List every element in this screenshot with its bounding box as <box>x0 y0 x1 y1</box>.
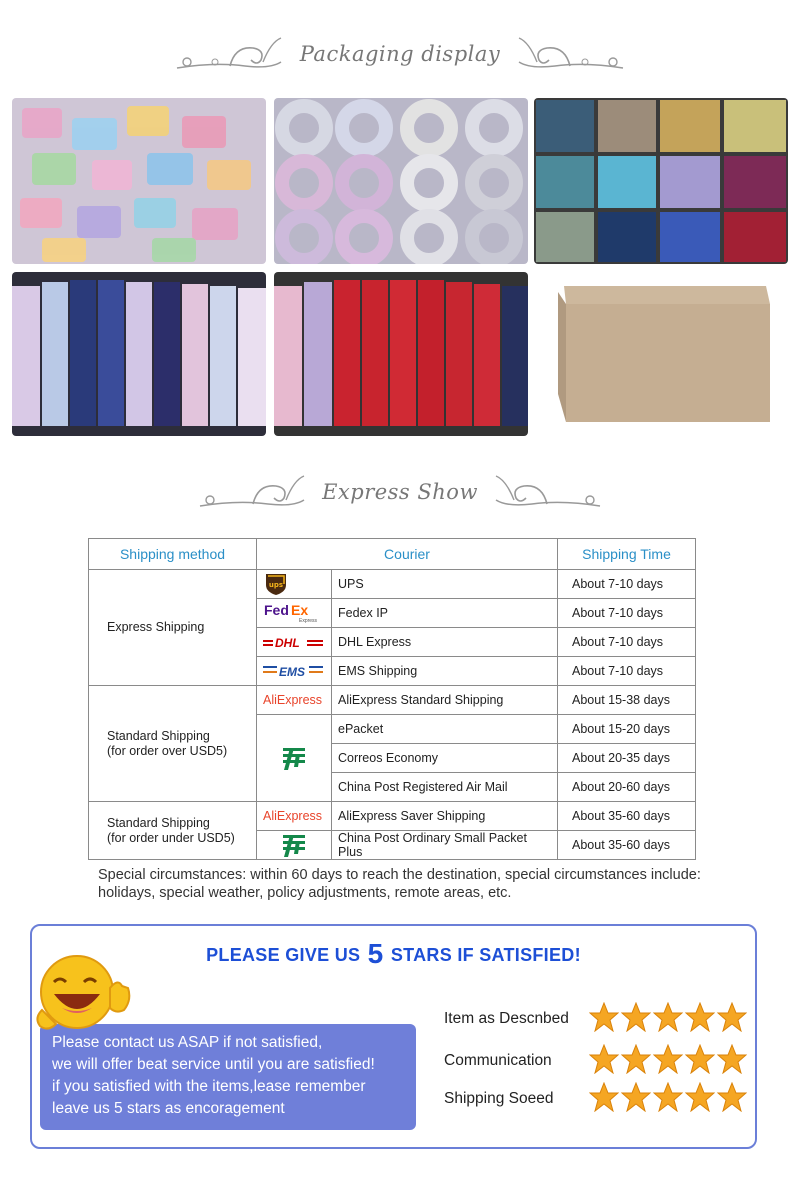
svg-text:DHL: DHL <box>275 636 300 650</box>
method-label: Standard Shipping <box>107 815 210 830</box>
courier-cell <box>332 715 558 744</box>
svg-text:ups: ups <box>268 581 284 589</box>
star-rating[interactable] <box>589 1002 749 1037</box>
shipping-table <box>88 538 696 860</box>
photo-colored-webbing-rolls <box>534 98 788 264</box>
logo-cell <box>257 657 332 686</box>
dhl-logo-icon <box>263 634 325 650</box>
table-row <box>89 802 696 831</box>
star-icon[interactable] <box>717 1044 747 1074</box>
star-icon[interactable] <box>589 1044 619 1074</box>
star-icon[interactable] <box>621 1044 651 1074</box>
time-cell: About 35-60 days <box>558 831 696 860</box>
courier-name: Correos Economy <box>338 751 439 765</box>
table-row <box>89 570 696 599</box>
aliexpress-logo-icon: AliExpress <box>263 809 323 823</box>
header-shipping-time: Shipping Time <box>558 539 696 570</box>
ems-logo-icon <box>263 662 325 680</box>
method-label: Express Shipping <box>107 620 205 634</box>
courier-name: ePacket <box>338 722 384 736</box>
contact-line: Please contact us ASAP if not satisfied, <box>52 1034 323 1051</box>
method-note: (for order under USD5) <box>107 830 235 845</box>
china-post-logo-icon <box>280 832 308 858</box>
courier-name: EMS Shipping <box>338 664 418 678</box>
star-icon[interactable] <box>653 1002 683 1032</box>
rating-row-shipping-speed <box>444 1082 754 1116</box>
star-icon[interactable] <box>621 1082 651 1112</box>
courier-cell <box>332 570 558 599</box>
fedex-logo-icon <box>263 601 323 625</box>
courier-cell <box>332 831 558 860</box>
photo-cardboard-box <box>556 284 776 424</box>
photo-christmas-ribbon-spools <box>274 272 528 436</box>
courier-cell <box>332 802 558 831</box>
logo-cell <box>257 686 332 715</box>
rating-row-communication <box>444 1044 754 1078</box>
courier-name: UPS <box>338 577 364 591</box>
courier-name: China Post Registered Air Mail <box>338 780 508 794</box>
logo-cell <box>257 599 332 628</box>
time-cell: About 7-10 days <box>558 628 696 657</box>
star-icon[interactable] <box>653 1044 683 1074</box>
china-post-logo-icon <box>280 745 308 771</box>
time-cell: About 15-20 days <box>558 715 696 744</box>
star-icon[interactable] <box>621 1002 651 1032</box>
contact-message-box <box>40 1024 416 1130</box>
time-cell: About 20-35 days <box>558 744 696 773</box>
star-icon[interactable] <box>653 1082 683 1112</box>
time-cell: About 7-10 days <box>558 599 696 628</box>
special-circumstances-note: Special circumstances: within 60 days to reach the destination, special circumstances include: holidays, special weather, policy adjustments, remote areas, etc. <box>98 867 701 901</box>
time-cell: About 35-60 days <box>558 802 696 831</box>
ups-logo-icon <box>263 572 289 596</box>
star-icon[interactable] <box>589 1002 619 1032</box>
express-title: Express Show <box>322 480 478 504</box>
method-note: (for order over USD5) <box>107 743 228 758</box>
method-standard-under <box>89 802 257 860</box>
courier-name: DHL Express <box>338 635 412 649</box>
contact-line: we will offer beat service until you are satisfied! <box>52 1056 375 1073</box>
star-icon[interactable] <box>717 1002 747 1032</box>
star-icon[interactable] <box>685 1002 715 1032</box>
laughing-thumbs-up-emoji-icon <box>32 948 132 1034</box>
logo-cell <box>257 570 332 599</box>
heading-number: 5 <box>367 938 384 969</box>
packaging-title: Packaging display <box>299 42 501 66</box>
rating-label: Item as Descnbed <box>444 1010 569 1027</box>
rating-row-item-as-described <box>444 1002 754 1036</box>
courier-cell <box>332 744 558 773</box>
svg-text:Ex: Ex <box>291 602 309 618</box>
express-title-bar <box>0 470 800 514</box>
time-cell: About 15-38 days <box>558 686 696 715</box>
logo-cell <box>257 802 332 831</box>
logo-cell <box>257 831 332 860</box>
left-flourish-icon <box>175 32 285 76</box>
left-flourish-icon <box>198 470 308 514</box>
courier-cell <box>332 599 558 628</box>
courier-name: AliExpress Standard Shipping <box>338 693 504 707</box>
table-row <box>89 686 696 715</box>
photo-galaxy-ribbon-spools <box>12 272 266 436</box>
courier-name: AliExpress Saver Shipping <box>338 809 486 823</box>
time-cell: About 7-10 days <box>558 657 696 686</box>
rating-heading <box>32 938 755 970</box>
contact-line: if you satisfied with the items,lease remember <box>52 1078 366 1095</box>
star-rating[interactable] <box>589 1044 749 1079</box>
rating-label: Shipping Soeed <box>444 1090 554 1107</box>
star-icon[interactable] <box>685 1082 715 1112</box>
svg-text:Fed: Fed <box>264 602 289 618</box>
heading-pre: PLEASE GIVE US <box>206 945 361 965</box>
star-icon[interactable] <box>685 1044 715 1074</box>
heading-post: STARS IF SATISFIED! <box>390 945 581 965</box>
logo-cell <box>257 628 332 657</box>
svg-text:Express: Express <box>299 618 318 624</box>
method-standard-over <box>89 686 257 802</box>
contact-line: leave us 5 stars as encoragement <box>52 1100 285 1117</box>
time-cell: About 20-60 days <box>558 773 696 802</box>
courier-cell <box>332 628 558 657</box>
courier-cell <box>332 773 558 802</box>
packaging-title-bar <box>0 32 800 76</box>
method-label: Standard Shipping <box>107 728 210 743</box>
rating-box <box>30 924 757 1149</box>
photo-rainbow-ribbon-bags <box>12 98 266 264</box>
header-courier: Courier <box>257 539 558 570</box>
photo-pastel-ribbon-rolls <box>274 98 528 264</box>
rating-label: Communication <box>444 1052 552 1069</box>
star-icon[interactable] <box>589 1082 619 1112</box>
courier-cell <box>332 657 558 686</box>
logo-cell <box>257 715 332 802</box>
star-icon[interactable] <box>717 1082 747 1112</box>
method-express <box>89 570 257 686</box>
right-flourish-icon <box>492 470 602 514</box>
star-rating[interactable] <box>589 1082 749 1117</box>
courier-name: China Post Ordinary Small Packet Plus <box>338 831 527 859</box>
svg-text:EMS: EMS <box>279 665 306 679</box>
header-shipping-method: Shipping method <box>89 539 257 570</box>
right-flourish-icon <box>515 32 625 76</box>
courier-name: Fedex IP <box>338 606 389 620</box>
time-cell: About 7-10 days <box>558 570 696 599</box>
table-header-row <box>89 539 696 570</box>
courier-cell <box>332 686 558 715</box>
aliexpress-logo-icon: AliExpress <box>263 693 323 707</box>
